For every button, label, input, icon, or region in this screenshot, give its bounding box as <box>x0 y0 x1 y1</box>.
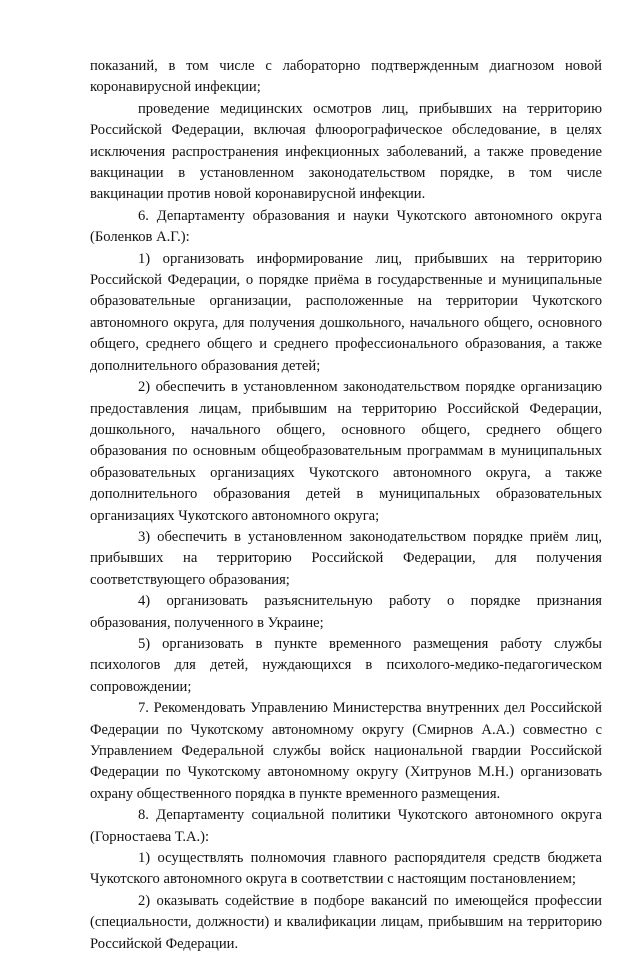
paragraph-8-2-vacancies: 2) оказывать содействие в подборе вакансий по имеющейся профессии (специальности, должности) и квалификации лицам, прибывшим на территорию Российской Федерации. <box>90 892 602 952</box>
paragraph-item-7-public-order: 7. Рекомендовать Управлению Министерства внутренних дел Российской Федерации по Чукотскому автономному округу (Смирнов А.А.) совместно с Управлением Федеральной службы войск национальной гвардии Российской Федерации по Чукотскому автономному округу (Хитрунов М.Н.) организовать охрану общественного порядка в пункте временного размещения. <box>90 700 602 802</box>
paragraph-6-4-recognition: 4) организовать разъяснительную работу о порядке признания образования, полученного в Украине; <box>90 593 602 631</box>
paragraph-item-6-education-department: 6. Департаменту образования и науки Чукотского автономного округа (Боленков А.Г.): <box>90 207 602 246</box>
paragraph-6-5-psychologists: 5) организовать в пункте временного размещения работу службы психологов для детей, нуждающихся в психолого-медико-педагогическом сопровождении; <box>90 635 602 695</box>
paragraph-medical-examinations: проведение медицинских осмотров лиц, прибывших на территорию Российской Федерации, включая флюорографическое обследование, в целях исключения распространения инфекционных заболеваний, а также проведение вакцинации в установленном законодательством порядке, в том числе вакцинации против новой коронавирусной инфекции. <box>90 100 602 203</box>
paragraph-8-1-budget: 1) осуществлять полномочия главного распорядителя средств бюджета Чукотского автономного округа в соответствии с настоящим постановлением; <box>90 850 602 888</box>
paragraph-6-2-provide-education: 2) обеспечить в установленном законодательством порядке организацию предоставления лицам, прибывшим на территорию Российской Федерации, дошкольного, начального общего, основного общего, среднего общего образования по основным общеобразовательным программам в муниципальных образовательных организациях Чукотского автономного округа, а также дополнительного образования детей в муниципальных образовательных организациях Чукотского автономного округа; <box>90 379 602 524</box>
paragraph-6-3-admission: 3) обеспечить в установленном законодательством порядке приём лиц, прибывших на территорию Российской Федерации, для получения соответствующего образования; <box>90 528 602 588</box>
paragraph-item-8-social-policy: 8. Департаменту социальной политики Чукотского автономного округа (Горностаева Т.А.): <box>90 807 602 845</box>
paragraph-continuation: показаний, в том числе с лабораторно подтвержденным диагнозом новой коронавирусной инфекции; <box>90 58 602 96</box>
paragraph-6-1-inform: 1) организовать информирование лиц, прибывших на территорию Российской Федерации, о порядке приёма в государственные и муниципальные образовательные организации, расположенные на территории Чукотского автономного округа, для получения дошкольного, начального общего, основного общего, среднего общего и среднего профессионального образования, а также дополнительного образования детей; <box>90 250 602 374</box>
document-page <box>90 56 602 955</box>
